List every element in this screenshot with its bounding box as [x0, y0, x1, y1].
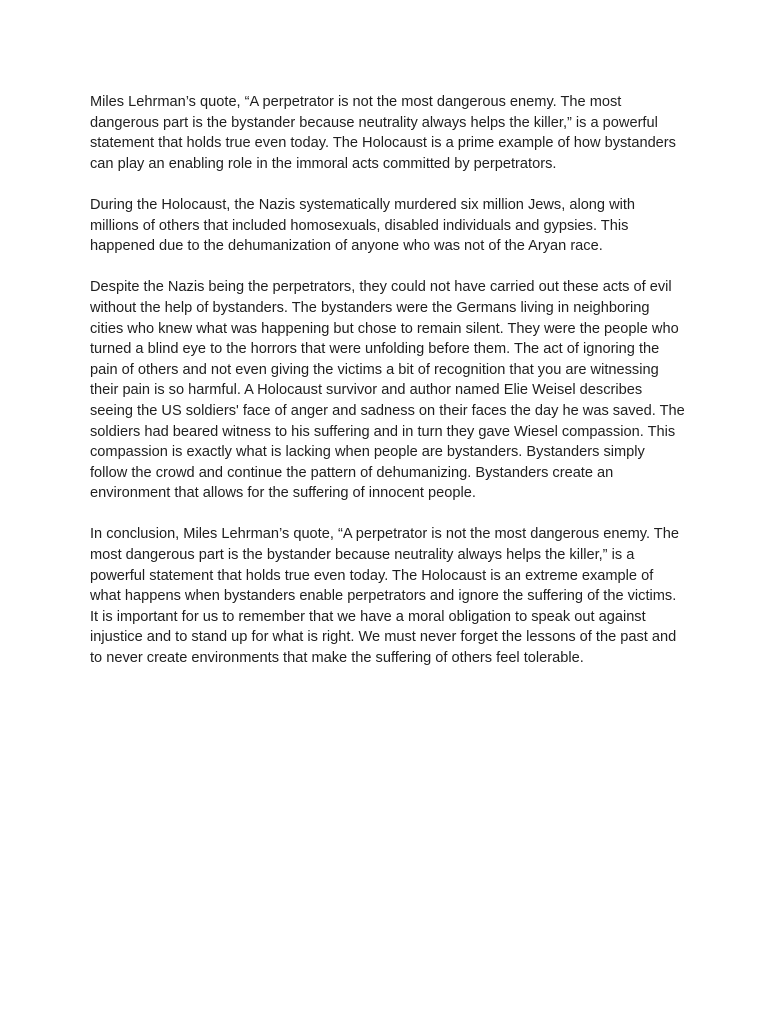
paragraph-introduction: Miles Lehrman’s quote, “A perpetrator is not the most dangerous enemy. The most dangerous part is the bystander because neutrality always helps the killer,” is a powerful statement that holds true even today. The Holocaust is a prime example of how bystanders can play an enabling role in the immoral acts committed by perpetrators. [90, 94, 676, 172]
paragraph-body: Despite the Nazis being the perpetrators, they could not have carried out these acts of evil without the help of bystanders. The bystanders were the Germans living in neighboring cities who knew what was happening but chose to remain silent. They were the people who turned a blind eye to the horrors that were unfolding before them. The act of ignoring the pain of others and not even giving the victims a bit of recognition that you are witnessing their pain is so harmful. A Holocaust survivor and author named Elie Weisel describes seeing the US soldiers' face of anger and sadness on their faces the day he was saved. The soldiers had beared witness to his suffering and in turn they gave Wiesel compassion. This compassion is exactly what is lacking when people are bystanders. Bystanders simply follow the crowd and continue the pattern of dehumanizing. Bystanders create an environment that allows for the suffering of innocent people. [90, 279, 685, 502]
document-body [90, 92, 686, 669]
paragraph-conclusion: In conclusion, Miles Lehrman’s quote, “A perpetrator is not the most dangerous enemy. The most dangerous part is the bystander because neutrality always helps the killer,” is a powerful statement that holds true even today. The Holocaust is an extreme example of what happens when bystanders enable perpetrators and ignore the suffering of the victims. It is important for us to remember that we have a moral obligation to speak out against injustice and to stand up for what is right. We must never forget the lessons of the past and to never create environments that make the suffering of others feel tolerable. [90, 526, 679, 667]
paragraph-background: During the Holocaust, the Nazis systematically murdered six million Jews, along with millions of others that included homosexuals, disabled individuals and gypsies. This happened due to the dehumanization of anyone who was not of the Aryan race. [90, 196, 636, 255]
